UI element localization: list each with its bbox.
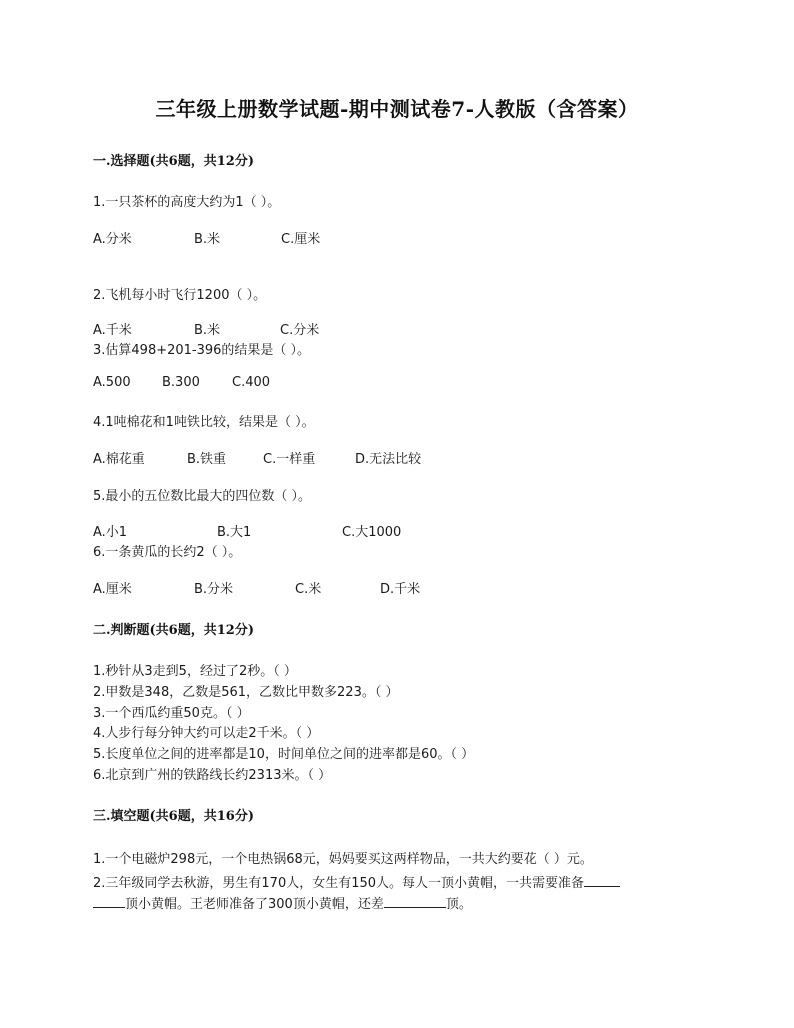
option-b: B.分米 — [194, 582, 234, 597]
section-heading-choice: 一.选择题(共6题，共12分) — [93, 154, 254, 169]
fill-question-continued — [93, 893, 472, 912]
option-d: D.千米 — [380, 582, 421, 597]
fill-question — [93, 872, 620, 891]
question-text: 1.一只茶杯的高度大约为1（ ）。 — [93, 195, 281, 210]
fill-question-text: 顶。 — [445, 897, 472, 912]
answer-blank — [93, 907, 125, 908]
option-c: C.一样重 — [263, 452, 316, 467]
judgement-item: 6.北京到广州的铁路线长约2313米。（ ） — [93, 768, 332, 783]
option-a: A.500 — [93, 375, 131, 390]
fill-question: 1.一个电磁炉298元，一个电热锅68元，妈妈要买这两样物品，一共大约要花（ ）元。 — [93, 852, 593, 867]
question-text: 2.飞机每小时飞行1200（ ）。 — [93, 288, 267, 303]
judgement-item: 1.秒针从3走到5，经过了2秒。（ ） — [93, 664, 297, 679]
option-b: B.300 — [162, 375, 200, 390]
judgement-item: 5.长度单位之间的进率都是10，时间单位之间的进率都是60。（ ） — [93, 747, 475, 762]
option-c: C.米 — [295, 582, 322, 597]
option-a: A.厘米 — [93, 582, 132, 597]
option-a: A.分米 — [93, 232, 132, 247]
question-text: 4.1吨棉花和1吨铁比较，结果是（ ）。 — [93, 415, 315, 430]
judgement-item: 3.一个西瓜约重50克。（ ） — [93, 706, 250, 721]
answer-blank — [584, 886, 620, 887]
judgement-item: 2.甲数是348，乙数是561，乙数比甲数多223。（ ） — [93, 685, 399, 700]
option-d: D.无法比较 — [355, 452, 422, 467]
section-heading-fill-blank: 三.填空题(共6题，共16分) — [93, 809, 254, 824]
option-b: B.铁重 — [187, 452, 227, 467]
answer-blank — [384, 907, 446, 908]
fill-question-text: 2.三年级同学去秋游，男生有170人，女生有150人。每人一顶小黄帽，一共需要准备 — [93, 876, 585, 891]
option-a: A.小1 — [93, 525, 128, 540]
fill-question-text: 顶小黄帽。王老师准备了300顶小黄帽，还差 — [125, 897, 384, 912]
option-b: B.大1 — [217, 525, 252, 540]
option-a: A.棉花重 — [93, 452, 145, 467]
option-b: B.米 — [194, 323, 221, 338]
option-c: C.分米 — [280, 323, 320, 338]
judgement-item: 4.人步行每分钟大约可以走2千米。（ ） — [93, 726, 320, 741]
question-text: 5.最小的五位数比最大的四位数（ ）。 — [93, 489, 312, 504]
option-c: C.厘米 — [281, 232, 321, 247]
question-text: 3.估算498+201-396的结果是（ ）。 — [93, 343, 311, 358]
option-b: B.米 — [194, 232, 221, 247]
page-title: 三年级上册数学试题-期中测试卷7-人教版（含答案） — [155, 97, 639, 121]
question-text: 6.一条黄瓜的长约2（ ）。 — [93, 545, 242, 560]
option-a: A.千米 — [93, 323, 132, 338]
option-c: C.400 — [232, 375, 271, 390]
option-c: C.大1000 — [342, 525, 402, 540]
section-heading-true-false: 二.判断题(共6题，共12分) — [93, 623, 254, 638]
